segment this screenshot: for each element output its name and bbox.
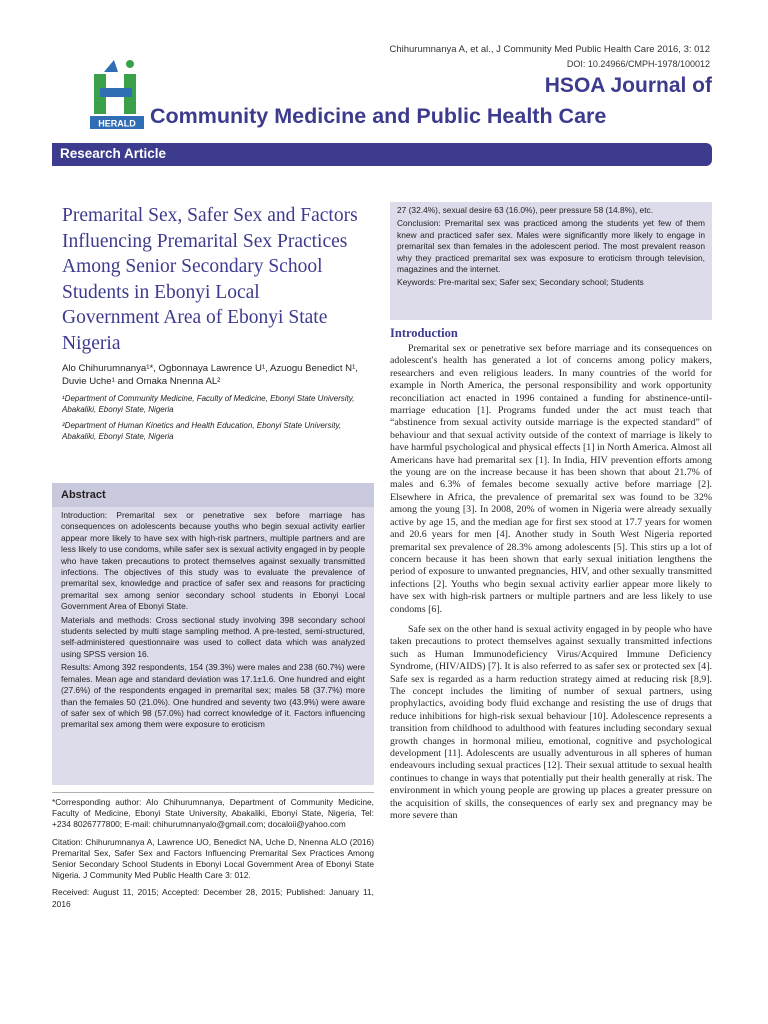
introduction-heading: Introduction <box>390 326 458 340</box>
intro-paragraph-2: Safe sex on the other hand is sexual activity engaged in by people who have taken precautions to protect themselves against sexually transmitted infections such as Human Immunodeficiency Virus/Acquired Immune Deficiency Syndrome, (HIV/AIDS) [7]. It is also referred to as safer sex or protected sex [4]. Safe sex is regarded as a harm reduction strategy aimed at reducing risk [8,9]. The concept includes the limiting of number of sexual partners, using prophylactics, avoiding body fluid exchange and resisting the use of drugs that reduce inhibitions for high-risk sexual behaviour [10]. Adolescence represents a transition from childhood to adulthood with features including secondary sexual growth changes in hormonal milieu, emotional, cognitive and psychological development [11]. Adolescents are usually adventurous in all spheres of human endeavours including sexual practices [12]. Their sexual attitude to sexual health continues to change in ways that potentially put their health generally at risk. The environment in which young people are growing up places a greater pressure on the acquisition of skills, the consequences of early sex and pregnancy may be more severe than <box>390 623 712 822</box>
header-citation: Chihurumnanya A, et al., J Community Med Public Health Care 2016, 3: 012 <box>389 44 710 55</box>
header-doi: DOI: 10.24966/CMPH-1978/100012 <box>566 59 710 69</box>
citation-note: Citation: Chihurumnanya A, Lawrence UO, Benedict NA, Uche D, Nnenna ALO (2016) Premarital Sex, Safer Sex and Factors Influencing Premarital Sex Practices Among Senior Secondary School Students in Ebonyi Local Government Area of Ebonyi State Nigeria. J Community Med Public Health Care 3: 012. <box>52 836 374 881</box>
abstract-results-continued: 27 (32.4%), sexual desire 63 (16.0%), peer pressure 58 (14.8%), etc. <box>397 205 654 215</box>
abstract-conclusion: Conclusion: Premarital sex was practiced among the students yet few of them knew and practiced safer sex. Males were significantly more likely to engage in premarital sex than females in the adolescent period. The most prevalent reason why they practiced premarital sex was exposure to eroticism through television, magazines and the internet. <box>397 218 705 275</box>
publication-dates: Received: August 11, 2015; Accepted: December 28, 2015; Published: January 11, 2016 <box>52 887 374 909</box>
research-article-banner <box>52 143 712 166</box>
abstract-keywords: Keywords: Pre-marital sex; Safer sex; Secondary school; Students <box>397 277 644 288</box>
article-authors: Alo Chihurumnanya¹*, Ogbonnaya Lawrence U¹, Azuogu Benedict N¹, Duvie Uche¹ and Omaka Nnenna AL² <box>62 363 358 387</box>
affiliation-1: ¹Department of Community Medicine, Faculty of Medicine, Ebonyi State University, Abakaliki, Ebonyi State, Nigeria <box>62 394 355 414</box>
banner-label: Research Article <box>60 146 167 161</box>
article-title: Premarital Sex, Safer Sex and Factors Influencing Premarital Sex Practices Among Senior Secondary School Students in Ebonyi Local Government Area of Ebonyi State Nigeria <box>62 205 358 354</box>
abstract-body <box>52 507 374 731</box>
herald-logo-icon <box>88 56 146 134</box>
abstract-methods: Materials and methods: Cross sectional study involving 398 secondary school students selected by multi stage sampling method. A pre-tested, semi-structured, self-administered questionnaire was used to collect data which was analyzed using SPSS version 16. <box>61 614 365 659</box>
introduction-body <box>390 343 712 830</box>
affiliation-2: ²Department of Human Kinetics and Health Education, Ebonyi State University, Abakaliki, Ebonyi State, Nigeria <box>62 421 342 441</box>
abstract-results: Results: Among 392 respondents, 154 (39.3%) were males and 238 (60.7%) were females. Mean age and standard deviation was 17.1±1.6. One hundred and eight (27.6%) of the respondents engaged in premarital sex; males 58 (37.7%) more than the females 50 (21.0%). One hundred and seventy two (43.9%) were aware of safer sex of which 98 (57.0%) had correct knowledge of it. Factors influencing premarital sex among them were exposure to eroticism <box>61 662 365 730</box>
intro-paragraph-1: Premarital sex or penetrative sex before marriage and its consequences on adolescent's health has generated a lot of concerns among policy makers, researchers and even religious leaders. In many countries of the world for example in North America, the personal responsibility and work opportunity reconciliation act enacted in 1996 contained a funding for abstinence-until-marriage education [1]. Programs funded under the act must teach that “abstinence from sexual activity outside marriage is the expected standard” of behaviour and that sexual activity outside of the context of marriage is likely to have harmful psychological and physical effects [1] in North America. Almost all Americans have had premarital sex [1]. In India, HIV prevention efforts among the young are on the increase because it has been shown that about 21.7% of males and 6.3% of females become sexually active before marriage [2]. Elsewhere in Africa, the prevalence of premarital sex was found to be 32% among the young [3]. In 2008, 20% of women in Nigeria were already sexually active by age 15, and the median age for first sex stood at 17.7 years for women and 20.6 years for men [4]. Another study in South West Nigeria reported premarital sex prevalence of 28.3% among adolescents [5]. This stirs up a lot of concern because it has been shown that early sexual initiation lengthens the period of exposure to unwanted pregnancies, HIV, and other sexually transmitted infections [2]. Youths who begin sexual activity earlier appear more likely to have sex with high-risk partners or multiple partners and are less likely to use condoms [6]. <box>390 343 712 615</box>
correspondence-block <box>52 792 374 916</box>
abstract-heading: Abstract <box>52 483 374 507</box>
abstract-box <box>52 483 374 785</box>
abstract-continued-box <box>390 202 712 320</box>
journal-title-line1: HSOA Journal of <box>544 74 712 97</box>
logo-text: HERALD <box>98 118 136 129</box>
corresponding-author: *Corresponding author: Alo Chihurumnanya, Department of Community Medicine, Faculty of Medicine, Ebonyi State University, Abakaliki, Ebonyi State, Nigeria, Tel: +234 8026777800; E-mail: chihurumnanyalo@gmail.com; docaloii@yahoo.com <box>52 797 374 830</box>
abstract-introduction: Introduction: Premarital sex or penetrative sex before marriage has consequences on adolescents because youths who begin sexual activity earlier appear more likely to have sex with high-risk partners, multiple partners and are less likely to use condoms, while safer sex is sexual activity engaged in by people who have taken precautions to protect themselves against sexually transmitted infections. The objectives of this study was to evaluate the prevalence of premarital sex, knowledge and practice of safer sex and reasons for practicing premarital sex among senior secondary school students in Ebonyi Local Government Area of Ebonyi State. <box>61 510 365 612</box>
journal-title-line2: Community Medicine and Public Health Care <box>150 104 607 128</box>
